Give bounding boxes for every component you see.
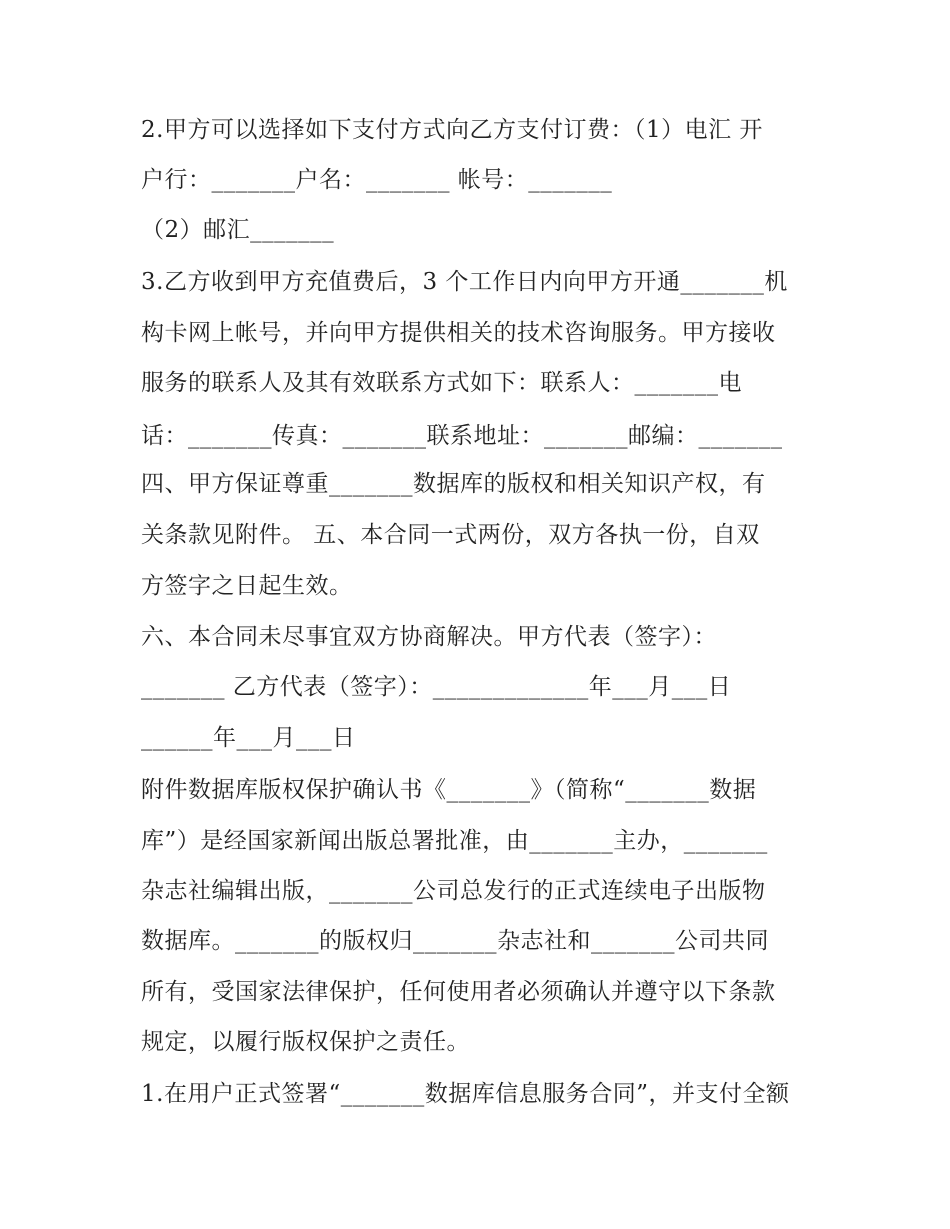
text-line: ______年___月___日 bbox=[141, 725, 356, 751]
text-line: 2.甲方可以选择如下支付方式向乙方支付订费：（1）电汇 开 bbox=[141, 117, 763, 143]
text-line: _______ 乙方代表（签字）：_____________年___月___日 bbox=[141, 674, 732, 700]
text-line: 杂志社编辑出版，_______公司总发行的正式连续电子出版物 bbox=[141, 878, 766, 904]
text-line: 构卡网上帐号，并向甲方提供相关的技术咨询服务。甲方接收 bbox=[141, 320, 776, 346]
text-line: 1.在用户正式签署“_______数据库信息服务合同”，并支付全额 bbox=[141, 1081, 790, 1107]
text-line: 所有，受国家法律保护，任何使用者必须确认并遵守以下条款 bbox=[141, 979, 776, 1005]
text-line: 附件数据库版权保护确认书《_______》（简称“_______数据 bbox=[141, 777, 757, 803]
text-line: 服务的联系人及其有效联系方式如下：联系人：_______电 bbox=[141, 370, 742, 396]
text-line: 话：_______传真：_______联系地址：_______邮编：_______ bbox=[141, 423, 783, 449]
text-line: 户行：_______户名：_______ 帐号：_______ bbox=[141, 167, 613, 193]
text-line: 关条款见附件。 五、本合同一式两份，双方各执一份，自双 bbox=[141, 522, 760, 548]
text-line: 四、甲方保证尊重_______数据库的版权和相关知识产权，有 bbox=[141, 471, 766, 497]
text-line: 数据库。_______的版权归_______杂志社和_______公司共同 bbox=[141, 928, 769, 954]
text-line: 方签字之日起生效。 bbox=[141, 573, 353, 599]
text-line: 库”）是经国家新闻出版总署批准，由_______主办，_______ bbox=[141, 828, 768, 854]
text-line: 规定，以履行版权保护之责任。 bbox=[141, 1029, 470, 1055]
text-line: 六、本合同未尽事宜双方协商解决。甲方代表（签字）： bbox=[141, 624, 717, 650]
text-line: 3.乙方收到甲方充值费后，3 个工作日内向甲方开通_______机 bbox=[141, 269, 788, 295]
text-line: （2）邮汇_______ bbox=[141, 217, 335, 243]
